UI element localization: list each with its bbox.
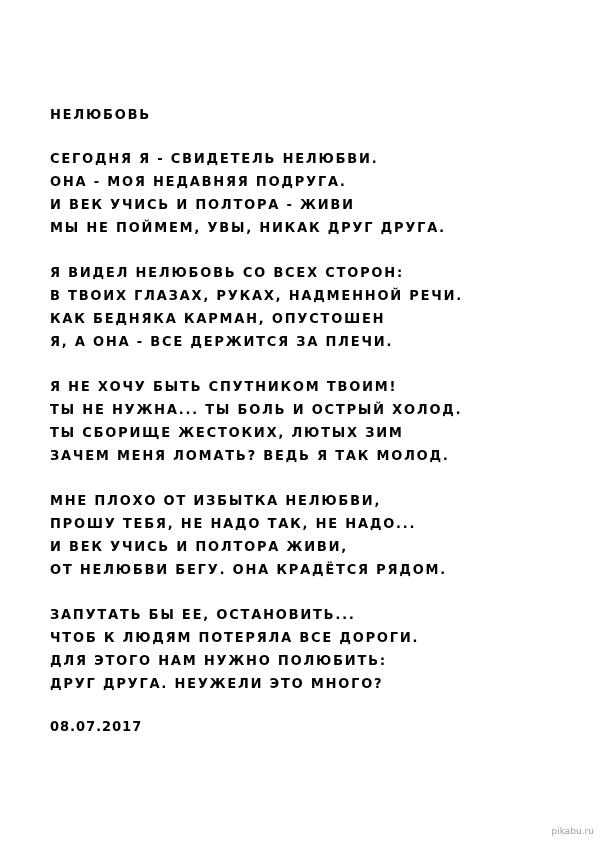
poem-line: И ВЕК УЧИСЬ И ПОЛТОРА ЖИВИ, [50,540,349,555]
poem-line: ЗАЧЕМ МЕНЯ ЛОМАТЬ? ВЕДЬ Я ТАК МОЛОД. [50,449,450,464]
poem-line: И ВЕК УЧИСЬ И ПОЛТОРА - ЖИВИ [50,198,355,213]
poem-line: В ТВОИХ ГЛАЗАХ, РУКАХ, НАДМЕННОЙ РЕЧИ. [50,289,464,304]
poem-date: 08.07.2017 [50,720,143,735]
watermark: pikabu.ru [551,827,594,837]
poem-line: ПРОШУ ТЕБЯ, НЕ НАДО ТАК, НЕ НАДО... [50,517,417,532]
stanza-1 [50,148,570,240]
poem-line: МЫ НЕ ПОЙМЕМ, УВЫ, НИКАК ДРУГ ДРУГА. [50,221,446,236]
stanza-2 [50,262,570,354]
poem-page [50,106,570,738]
stanza-4 [50,490,570,582]
poem-line: Я ВИДЕЛ НЕЛЮБОВЬ СО ВСЕХ СТОРОН: [50,266,404,281]
poem-line: ОНА - МОЯ НЕДАВНЯЯ ПОДРУГА. [50,175,347,190]
stanza-3 [50,376,570,468]
poem-line: СЕГОДНЯ Я - СВИДЕТЕЛЬ НЕЛЮБВИ. [50,152,379,167]
poem-line: ДРУГ ДРУГА. НЕУЖЕЛИ ЭТО МНОГО? [50,677,384,692]
stanza-5 [50,604,570,696]
poem-line: ОТ НЕЛЮБВИ БЕГУ. ОНА КРАДЁТСЯ РЯДОМ. [50,563,448,578]
poem-line: ТЫ НЕ НУЖНА... ТЫ БОЛЬ И ОСТРЫЙ ХОЛОД. [50,403,463,418]
poem-line: Я, А ОНА - ВСЕ ДЕРЖИТСЯ ЗА ПЛЕЧИ. [50,335,394,350]
poem-line: ЧТОБ К ЛЮДЯМ ПОТЕРЯЛА ВСЕ ДОРОГИ. [50,631,420,646]
poem-line: ЗАПУТАТЬ БЫ ЕЕ, ОСТАНОВИТЬ... [50,608,356,623]
poem-line: МНЕ ПЛОХО ОТ ИЗБЫТКА НЕЛЮБВИ, [50,494,382,509]
poem-line: ТЫ СБОРИЩЕ ЖЕСТОКИХ, ЛЮТЫХ ЗИМ [50,426,404,441]
poem-line: ДЛЯ ЭТОГО НАМ НУЖНО ПОЛЮБИТЬ: [50,654,387,669]
poem-line: КАК БЕДНЯКА КАРМАН, ОПУСТОШЕН [50,312,386,327]
poem-title: НЕЛЮБОВЬ [50,108,151,123]
poem-line: Я НЕ ХОЧУ БЫТЬ СПУТНИКОМ ТВОИМ! [50,380,398,395]
